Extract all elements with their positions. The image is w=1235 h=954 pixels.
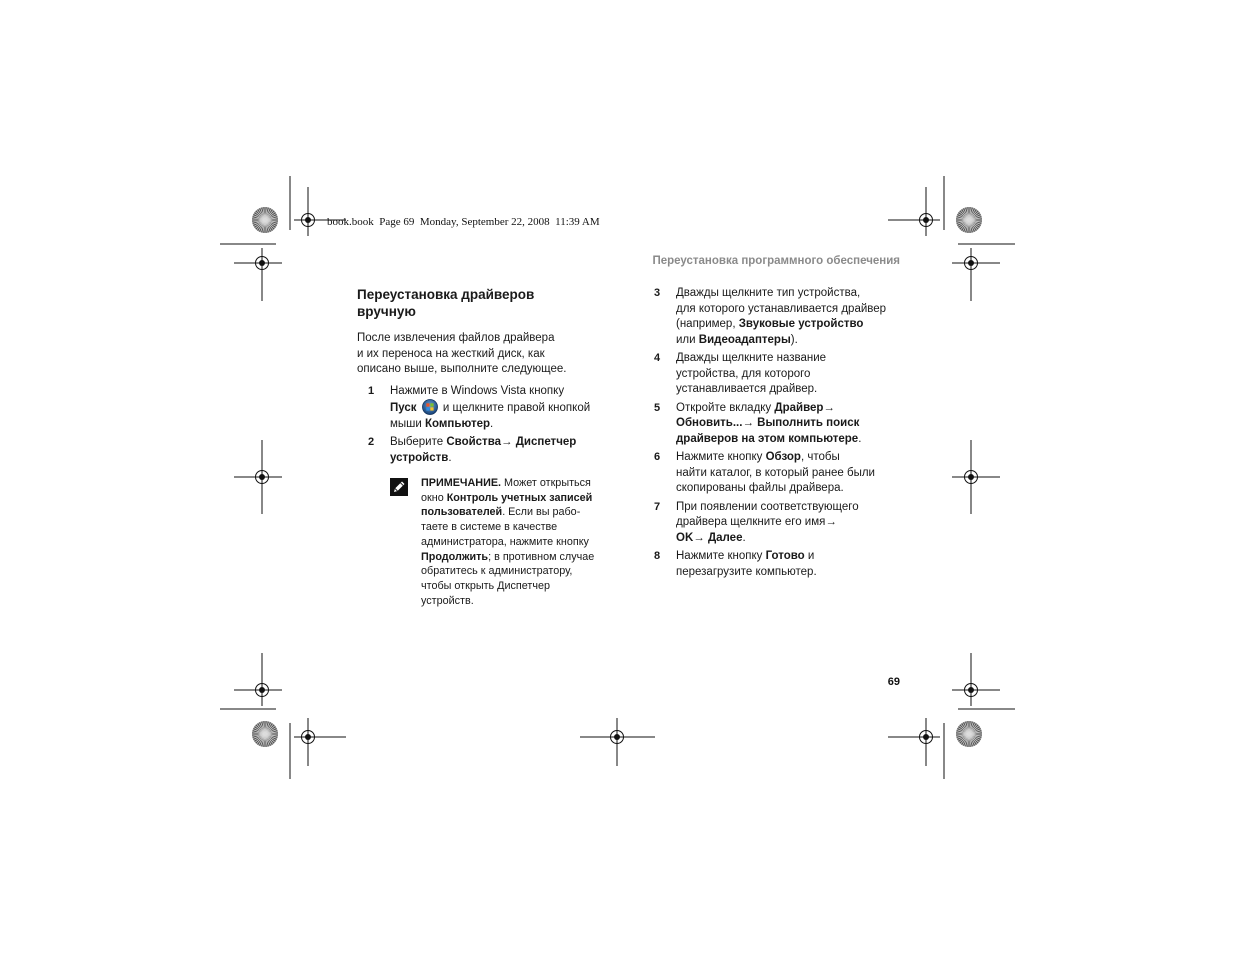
uac-window-name: Контроль учетных записей (446, 491, 593, 504)
text: устройства, для которого (676, 367, 811, 380)
text: (например, (676, 318, 739, 330)
text: ; в противном случае (488, 550, 595, 563)
browse-button-label: Обзор (765, 451, 801, 463)
text: окно (421, 491, 447, 504)
arrow-icon: → (693, 531, 705, 544)
arrow-icon: → (501, 436, 513, 448)
step-text (676, 450, 904, 497)
print-stamp: book.book Page 69 Monday, September 22, 2008 11:39 AM (327, 216, 600, 228)
text: скопированы файлы драйвера. (676, 482, 844, 494)
step-number: 6 (654, 451, 661, 463)
text: ). (790, 333, 798, 346)
text: устанавливается драйвер. (676, 383, 818, 395)
menu-path-item: Драйвер (774, 401, 824, 414)
menu-path-item: Обновить... (676, 417, 743, 429)
arrow-icon: → (742, 417, 754, 429)
continue-button-label: Продолжить (421, 550, 489, 563)
note-pencil-icon (390, 478, 408, 496)
step-6 (654, 450, 904, 497)
menu-path-item: устройств (390, 451, 449, 464)
step-text (676, 549, 904, 580)
device-type: Видеоадаптеры (698, 333, 791, 346)
text: Нажмите в Windows Vista кнопку (390, 384, 565, 397)
menu-path-item: Свойства (446, 436, 502, 448)
step-number: 3 (654, 287, 661, 299)
text: Нажмите кнопку (676, 451, 766, 463)
step-number: 5 (654, 401, 661, 414)
running-head: Переустановка программного обеспечения (652, 255, 900, 267)
text: найти каталог, в который ранее были (676, 466, 875, 479)
finish-button-label: Готово (765, 550, 805, 562)
step-number: 4 (654, 352, 661, 364)
arrow-icon: → (825, 516, 837, 528)
intro-line: описано выше, выполните следующее. (357, 363, 567, 375)
step-5 (654, 401, 904, 448)
intro-paragraph (357, 331, 617, 378)
note-block (357, 476, 617, 608)
step-text (390, 384, 617, 433)
text: мыши (390, 417, 426, 430)
menu-path-item: Диспетчер (512, 436, 577, 448)
step-4 (654, 351, 904, 398)
text: таете в системе в качестве (421, 521, 558, 534)
text: и щелкните правой кнопкой (439, 402, 591, 414)
computer-label: Компьютер (425, 417, 491, 430)
page-number: 69 (887, 676, 900, 688)
note-text (421, 476, 617, 608)
text: Выберите (390, 436, 447, 448)
text: драйвера щелкните его имя (676, 516, 826, 528)
text: Дважды щелкните название (676, 352, 827, 364)
step-text (390, 435, 617, 466)
right-column (654, 286, 904, 583)
text: Откройте вкладку (676, 401, 775, 414)
text: и (804, 550, 815, 562)
intro-line: После извлечения файлов драйвера (357, 332, 555, 344)
text: Дважды щелкните тип устройства, (676, 287, 861, 299)
text: перезагрузите компьютер. (676, 565, 817, 578)
step-number: 7 (654, 500, 661, 513)
uac-window-name: пользователей (421, 506, 503, 519)
intro-line: и их переноса на жесткий диск, как (357, 347, 545, 360)
text: . (858, 432, 862, 445)
text: устройств. (421, 594, 474, 607)
text: . (490, 417, 494, 430)
menu-path-item: Выполнить поиск (753, 417, 860, 429)
text: или (676, 333, 699, 346)
text: администратора, нажмите кнопку (421, 535, 589, 548)
menu-path-item: драйверов на этом компьютере (676, 432, 859, 445)
step-text (676, 401, 904, 448)
step-8 (654, 549, 904, 580)
text: . (448, 451, 452, 464)
step-text (676, 500, 904, 547)
section-title (357, 286, 617, 320)
text: . Если вы рабо- (502, 506, 581, 519)
ok-button-label: OK (676, 531, 694, 544)
section-title-line: Переустановка драйверов (357, 287, 535, 302)
text: При появлении соответствующего (676, 500, 859, 513)
step-3 (654, 286, 904, 348)
next-button-label: Далее (704, 531, 743, 544)
text: Может открыться (501, 477, 591, 489)
arrow-icon: → (823, 401, 835, 414)
step-7 (654, 500, 904, 547)
section-title-line: вручную (357, 304, 416, 319)
text: Нажмите кнопку (676, 550, 766, 562)
text: , чтобы (800, 451, 840, 463)
device-type: Звуковые устройство (738, 318, 864, 330)
step-text (676, 286, 904, 348)
step-number: 1 (368, 384, 375, 397)
start-button-label: Пуск (390, 402, 417, 414)
text: . (742, 531, 746, 544)
windows-start-icon (422, 399, 438, 415)
text: для которого устанавливается драйвер (676, 302, 887, 315)
left-column (357, 286, 617, 608)
step-number: 8 (654, 550, 661, 562)
text: обратитесь к администратору, (421, 565, 573, 578)
step-number: 2 (368, 436, 375, 448)
text: чтобы открыть Диспетчер (421, 579, 550, 592)
step-2 (357, 435, 617, 466)
step-1 (357, 384, 617, 433)
note-label: ПРИМЕЧАНИЕ. (421, 477, 502, 489)
step-text (676, 351, 904, 398)
